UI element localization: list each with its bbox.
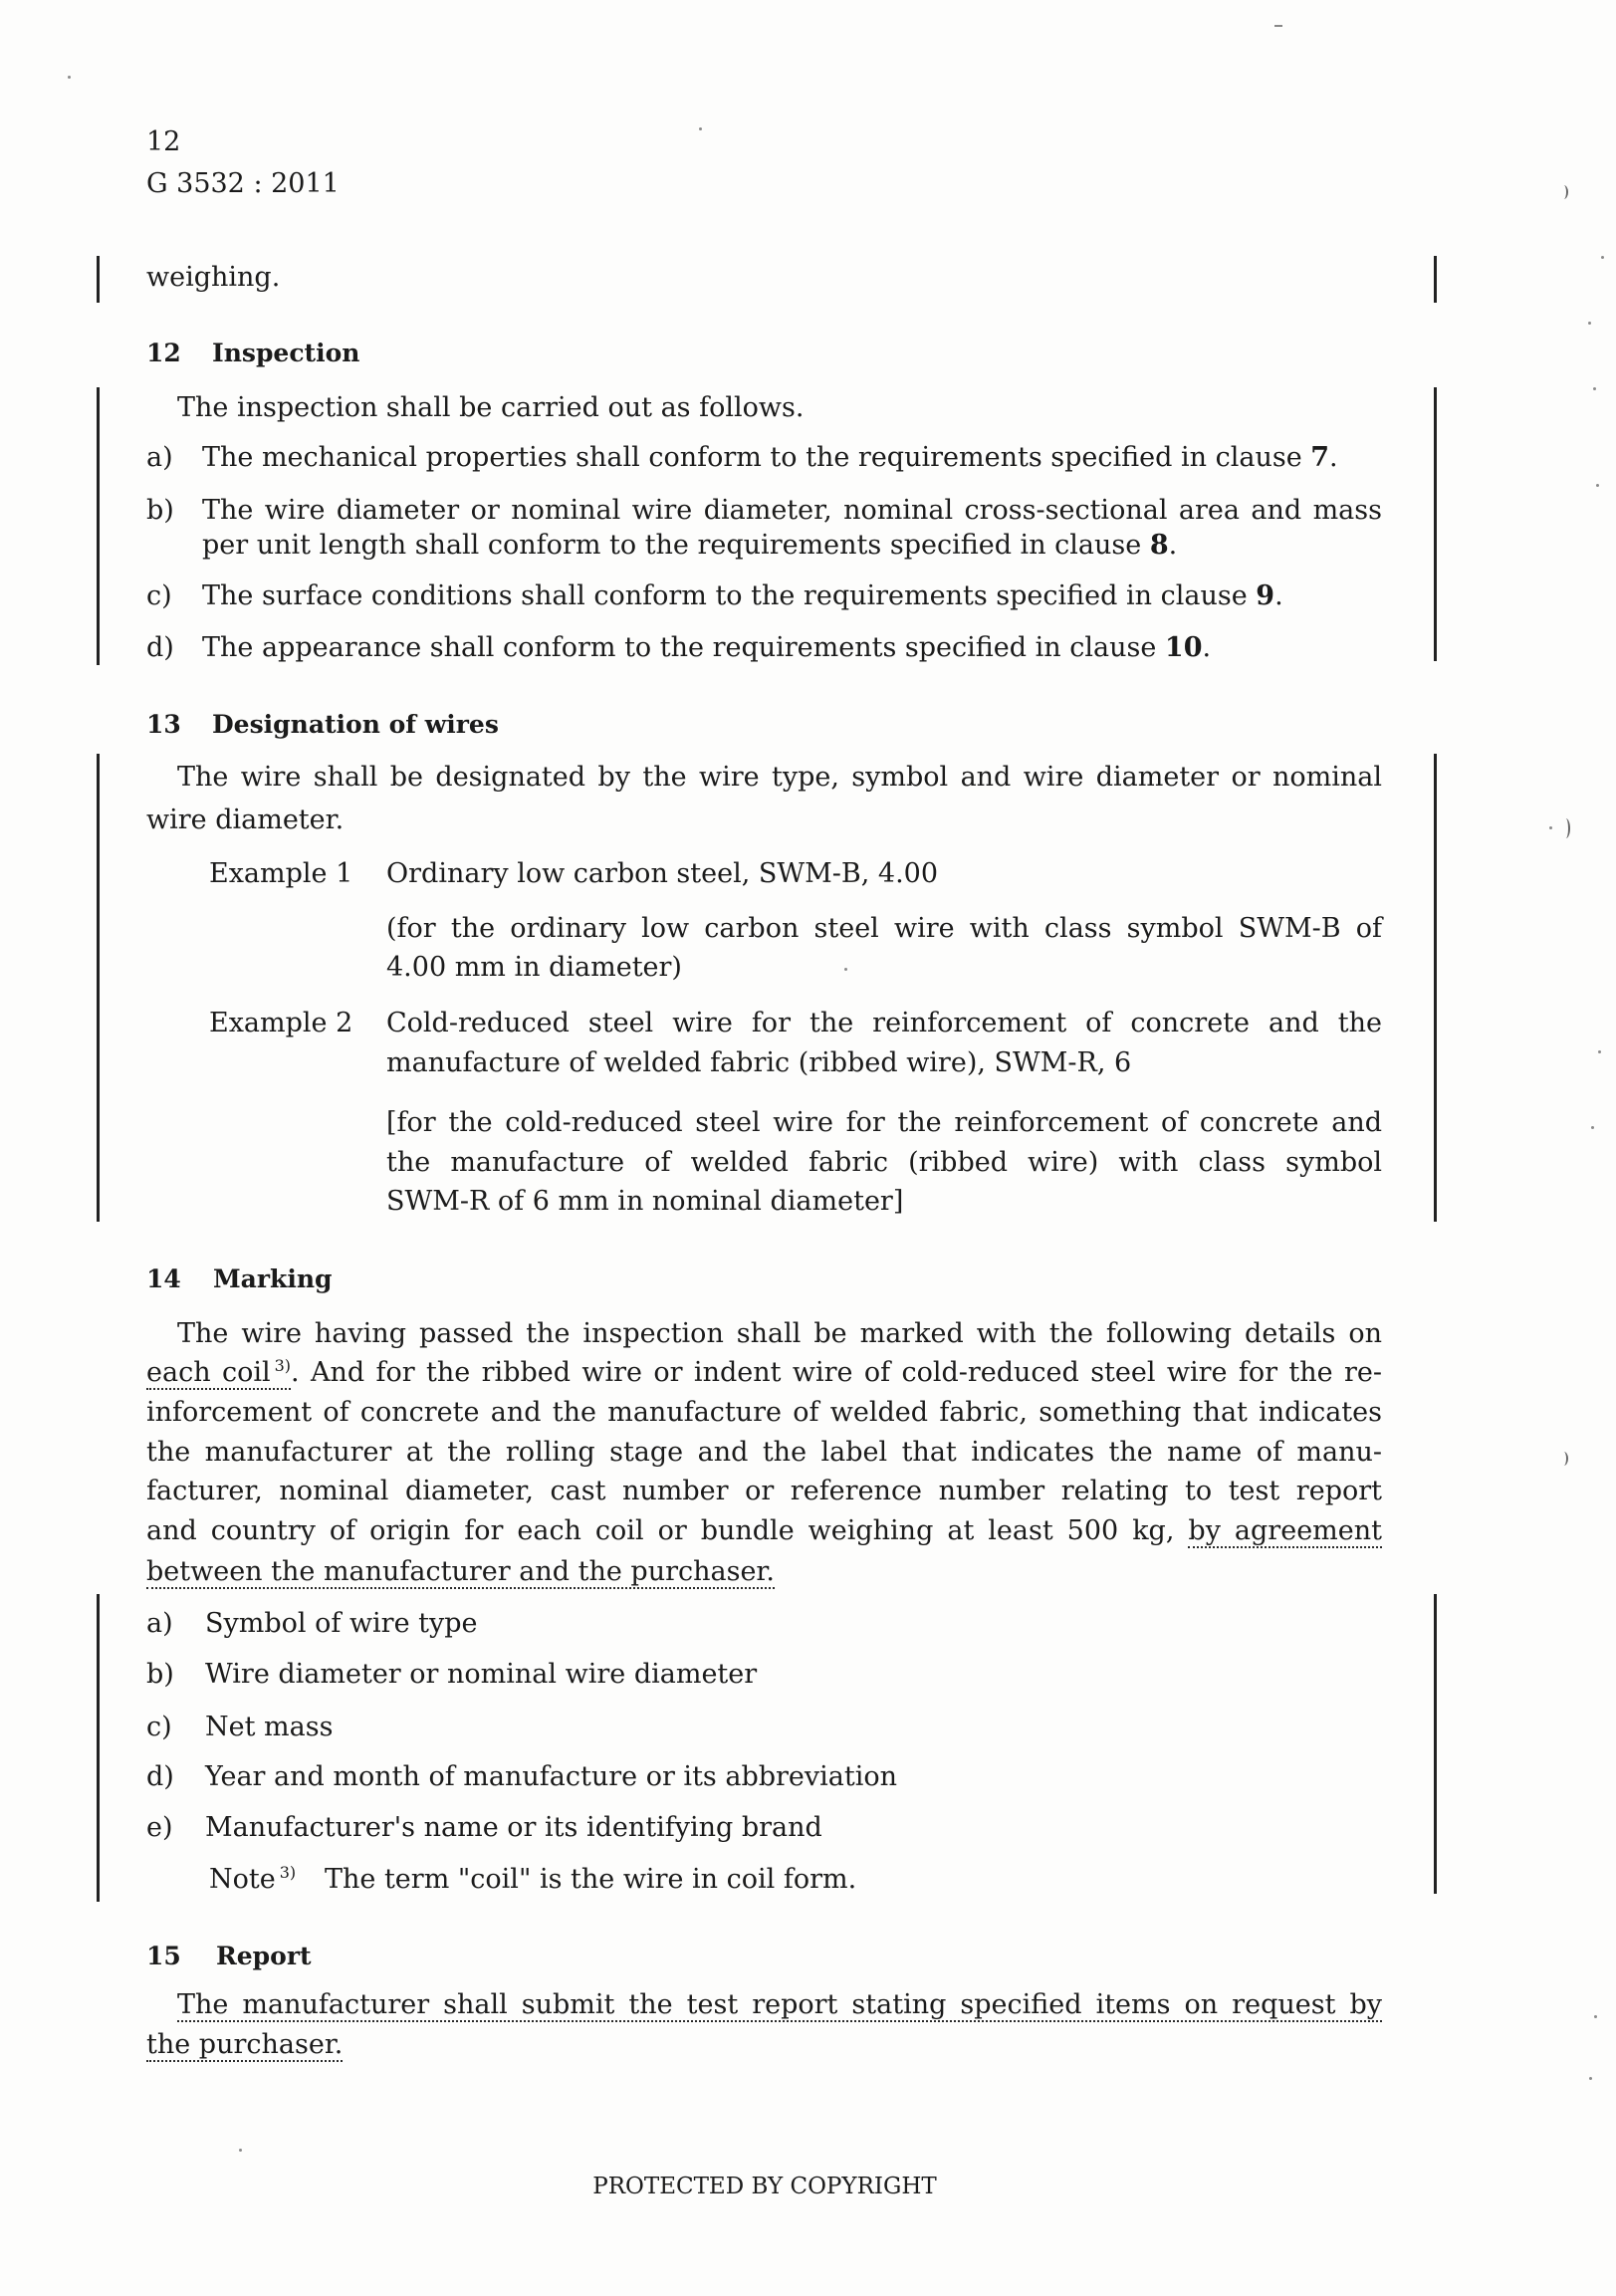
scan-noise [239,2149,242,2152]
example-label: Example 1 [209,858,353,889]
change-bar-right [1434,1594,1437,1894]
section-number: 15 [146,1942,181,1970]
paragraph-line: the manufacturer at the rolling stage and the label that indicates the name of manu- [146,1437,1382,1468]
scan-noise [1589,2077,1592,2080]
list-label: d) [146,632,174,663]
clause-reference: 7 [1310,442,1330,473]
scan-noise [1559,1452,1568,1466]
note-label-text: Note [209,1864,276,1895]
list-item-body: The mechanical properties shall conform to the requirements specified in clause [202,442,1311,473]
clause-reference: 10 [1164,632,1203,663]
paragraph-line: wire diameter. [146,804,345,835]
section-title: Designation of wires [212,710,499,739]
scan-noise [1598,1050,1601,1053]
underlined-text: the purchaser. [146,2029,344,2060]
list-item-text [202,631,1211,665]
paragraph-line: The wire having passed the inspection shall be marked with the following details on [177,1318,1382,1349]
example-text-line: Cold-reduced steel wire for the reinforcement of concrete and the [386,1008,1382,1038]
list-item-text: Net mass [205,1712,334,1742]
underlined-text: between the manufacturer and the purchaser. [146,1556,775,1587]
list-label: d) [146,1761,174,1792]
list-label: b) [146,495,174,526]
list-item-body: The surface conditions shall conform to the requirements specified in clause [202,580,1257,611]
scan-noise [1559,185,1568,199]
footnote-marker: 3) [279,1863,297,1882]
example-note-line: (for the ordinary low carbon steel wire with class symbol SWM-B of [386,913,1382,944]
scan-noise [68,76,71,79]
change-bar-right [1434,754,1437,1222]
note-text: The term "coil" is the wire in coil form. [325,1864,857,1895]
footnote-marker: 3) [274,1356,292,1375]
scan-noise [1593,387,1596,390]
scan-noise [1591,1126,1594,1129]
change-bar-left [97,256,100,303]
list-label: b) [146,1659,174,1690]
underlined-text: by agreement [1188,1515,1382,1546]
scan-noise [844,968,847,971]
example-text-line: manufacture of welded fabric (ribbed wire), SWM-R, 6 [386,1047,1132,1078]
paragraph-line: inforcement of concrete and the manufacture of welded fabric, something that indicates [146,1397,1382,1428]
section-number: 13 [146,710,181,739]
section-title: Marking [213,1264,333,1293]
list-item-text: Year and month of manufacture or its abbreviation [205,1761,898,1792]
punctuation: . [1329,442,1338,473]
list-item-body: per unit length shall conform to the requirements specified in clause [202,530,1150,561]
scan-noise [1601,256,1604,259]
list-item-text: Manufacturer's name or its identifying brand [205,1812,822,1843]
section-title: Inspection [212,339,360,367]
paragraph-line: facturer, nominal diameter, cast number or reference number relating to test report [146,1476,1382,1506]
scan-noise [1274,25,1282,27]
scan-noise [1596,484,1599,487]
example-label: Example 2 [209,1008,353,1038]
punctuation: . [1202,632,1212,663]
paragraph-line [146,1356,1382,1390]
underlined-text: The manufacturer shall submit the test report stating specified items on request by [177,1989,1382,2020]
paragraph-line: The inspection shall be carried out as follows. [177,392,805,423]
example-note-line: the manufacture of welded fabric (ribbed wire) with class symbol [386,1147,1382,1178]
underlined-text [146,1357,291,1390]
paragraph-line: The wire shall be designated by the wire type, symbol and wire diameter or nominal [177,762,1382,793]
list-label: a) [146,1608,173,1639]
paragraph-line [146,2028,343,2062]
underlined-phrase: each coil [146,1357,271,1388]
section-number: 12 [146,339,181,367]
list-item-text: Symbol of wire type [205,1608,478,1639]
list-item-body: The appearance shall conform to the requirements specified in clause [202,632,1165,663]
continuation-text: weighing. [146,262,281,293]
section-number: 14 [146,1264,181,1293]
list-label: e) [146,1812,173,1843]
example-text-line: Ordinary low carbon steel, SWM-B, 4.00 [386,858,939,889]
section-title: Report [216,1942,312,1970]
list-label: a) [146,442,173,473]
list-item-text: The wire diameter or nominal wire diameter, nominal cross-sectional area and mass [202,495,1382,526]
list-label: c) [146,1712,172,1742]
scan-noise [1549,826,1552,829]
list-item-text [202,579,1283,613]
example-note-line: [for the cold-reduced steel wire for the reinforcement of concrete and [386,1107,1382,1138]
paragraph-line [177,1988,1382,2022]
punctuation: . [1168,530,1178,561]
scan-noise [1594,2015,1597,2018]
paragraph-line [146,1514,1382,1548]
list-item-text [202,441,1338,475]
change-bar-left [97,1594,100,1902]
note-label [209,1863,296,1897]
punctuation: . [1274,580,1283,611]
standard-designation: G 3532 : 2011 [146,168,340,199]
copyright-notice: PROTECTED BY COPYRIGHT [592,2174,937,2199]
list-item-text: Wire diameter or nominal wire diameter [205,1659,758,1690]
change-bar-right [1434,256,1437,303]
page-number: 12 [146,126,181,157]
paragraph-text: . And for the ribbed wire or indent wire of cold-reduced steel wire for the re- [291,1357,1382,1388]
scan-noise [699,127,702,130]
clause-reference: 8 [1149,530,1169,561]
list-item-text [202,529,1177,563]
scan-noise [1561,818,1570,838]
paragraph-line [146,1555,775,1589]
example-note-line: SWM-R of 6 mm in nominal diameter] [386,1186,904,1217]
clause-reference: 9 [1256,580,1275,611]
scan-noise [1588,322,1591,325]
example-note-line: 4.00 mm in diameter) [386,952,682,983]
change-bar-left [97,387,100,665]
list-label: c) [146,580,172,611]
paragraph-text: and country of origin for each coil or bundle weighing at least 500 kg, [146,1515,1189,1546]
change-bar-right [1434,387,1437,661]
change-bar-left [97,754,100,1222]
